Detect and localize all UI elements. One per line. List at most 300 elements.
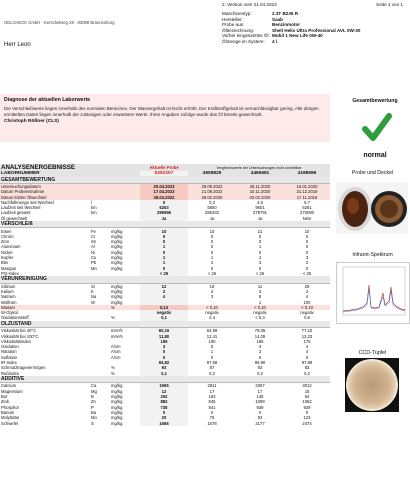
previous-value: Ja	[209, 215, 215, 221]
lab-number: 4465681	[236, 171, 284, 176]
analysis-table	[0, 164, 330, 426]
previous-value: 0	[258, 239, 262, 245]
assessment-label: Gesamtbewertung	[352, 98, 398, 104]
previous-value: 0	[305, 354, 309, 360]
current-value: 0	[140, 410, 188, 415]
ccd-title: CCD-Tüpfel	[358, 350, 387, 356]
meta-key: Maschinentyp:	[222, 11, 252, 16]
parameter-symbol: Cr	[91, 233, 96, 239]
parameter-symbol: Mg	[91, 388, 97, 394]
section-title: ADDITIVE	[0, 376, 330, 383]
previous-value: 79,05	[254, 328, 266, 334]
parameter-unit: %	[111, 365, 115, 371]
previous-value: 945	[208, 399, 216, 405]
previous-value: 0,2	[257, 370, 263, 376]
previous-value: < 25	[302, 270, 312, 276]
parameter-name: Calcium	[1, 383, 17, 389]
current-value: 6253	[140, 205, 188, 210]
parameter-name: Zinn	[1, 239, 10, 245]
parameter-name: Nachfüllmenge seit Wechsel	[1, 199, 54, 205]
previous-value: 28.09.2022	[188, 183, 236, 189]
parameter-unit: mg/kg	[111, 294, 123, 300]
parameter-symbol: Mn	[91, 265, 97, 271]
parameter-symbol: Ca	[91, 383, 97, 389]
previous-value: < 0,10	[284, 305, 330, 310]
parameter-symbol: Pb	[91, 260, 97, 266]
previous-value: 2	[258, 349, 262, 355]
page-number: Seite 1 von 1	[376, 2, 403, 7]
previous-value: 0	[305, 244, 309, 250]
previous-value: 17.11.2018	[284, 194, 330, 199]
parameter-unit: mg/kg	[111, 265, 123, 271]
current-value: 11,80	[140, 333, 188, 338]
previous-value: negativ	[300, 310, 314, 316]
previous-value: 21.09.2022	[188, 189, 236, 194]
previous-value: 1	[258, 244, 262, 250]
parameter-name: Natrium	[1, 294, 16, 300]
previous-value: 175	[303, 338, 311, 344]
current-value: 1656	[140, 420, 188, 425]
parameter-unit: mg/kg	[111, 399, 123, 405]
meta-value: 4 l	[272, 38, 278, 44]
current-value: 738	[140, 404, 188, 409]
previous-value: Ja	[257, 215, 263, 221]
previous-value: 2	[210, 288, 214, 294]
version-label: 2. Version vom 21.04.2023	[222, 2, 277, 7]
current-value: 20	[140, 415, 188, 420]
parameter-symbol: B	[91, 394, 94, 400]
checkmark-icon	[362, 112, 392, 149]
parameter-name: Öl gewechselt	[1, 215, 28, 221]
parameter-symbol: km	[91, 205, 97, 211]
previous-value: 2	[210, 260, 214, 266]
previous-value: 3357	[255, 383, 265, 389]
section-header	[0, 276, 330, 283]
parameter-unit: mg/kg	[111, 255, 123, 260]
ir-spectrum-image	[336, 262, 410, 324]
previous-value: 2	[305, 288, 309, 294]
parameter-name: W-Glykol	[1, 310, 18, 316]
previous-value: 87	[209, 365, 215, 371]
parameter-symbol: l	[91, 199, 92, 205]
parameter-unit: mg/kg	[111, 388, 123, 394]
parameter-symbol: S	[91, 420, 94, 426]
previous-value: 4	[258, 344, 262, 350]
parameter-symbol: Cu	[91, 255, 97, 260]
current-value: 94,82	[140, 360, 188, 365]
parameter-unit: mg/kg	[111, 228, 123, 234]
previous-value: < 0,10	[188, 305, 236, 310]
previous-value: 841	[208, 404, 216, 410]
section-header	[0, 321, 330, 328]
current-value: 1965	[140, 383, 188, 389]
previous-value: 100	[303, 299, 311, 305]
parameter-name: Blei	[1, 260, 8, 266]
parameter-unit: mg/kg	[111, 288, 123, 294]
assessment-result: normal	[363, 152, 387, 159]
parameter-symbol: K	[91, 288, 94, 294]
previous-value: 31.12.2019	[284, 189, 330, 194]
parameter-name: Nitration	[1, 349, 17, 355]
previous-value: 02.02.2020	[236, 194, 284, 199]
current-value: 60,16	[140, 328, 188, 334]
current-value: 4	[140, 294, 188, 299]
previous-value: 1	[210, 349, 214, 355]
parameter-name: Eisen	[1, 228, 12, 234]
previous-value: 54	[304, 394, 310, 400]
parameter-unit: mg/kg	[111, 415, 123, 421]
parameter-unit: %	[111, 370, 115, 376]
parameter-unit: mg/kg	[111, 394, 123, 400]
previous-value: 3	[258, 288, 262, 294]
parameter-unit: mg/kg	[111, 244, 123, 250]
previous-value: 123	[303, 415, 311, 421]
version-bar	[222, 2, 407, 9]
previous-value: 0	[258, 354, 262, 360]
parameter-name: Viskosität bei 100°C	[1, 333, 39, 339]
section-header	[0, 221, 330, 228]
previous-value: 21	[257, 228, 263, 234]
previous-value: 1062	[302, 399, 312, 405]
previous-value: 2811	[207, 383, 217, 389]
section-header	[0, 376, 330, 383]
parameter-symbol: W	[91, 299, 95, 305]
previous-value: 10	[209, 228, 215, 234]
previous-value: 18	[209, 283, 215, 289]
previous-value: 1099	[255, 399, 265, 405]
previous-value: 2,4	[209, 315, 215, 321]
previous-value: 1	[210, 255, 214, 260]
sample-photo	[336, 182, 408, 234]
previous-value: < 25	[255, 270, 265, 276]
section-title: VERUNREINIGUNG	[0, 276, 330, 283]
machine-metadata	[222, 11, 402, 45]
previous-value: negativ	[253, 310, 267, 316]
previous-value: 8	[258, 294, 262, 300]
diagnosis-title: Diagnose der aktuellen Laborwerte	[4, 97, 91, 103]
current-value: 0	[140, 349, 188, 354]
parameter-name: Datum Probeentnahme	[0, 189, 90, 194]
meta-value: Saab	[272, 16, 283, 22]
previous-value: 96,90	[254, 360, 266, 366]
previous-value: 0,2	[304, 370, 310, 376]
previous-value: 9601	[255, 205, 265, 211]
parameter-unit: mm²/s	[111, 333, 123, 339]
previous-value: 5,7	[304, 199, 310, 205]
previous-value: 14,09	[254, 333, 266, 339]
previous-value: 0	[305, 265, 309, 271]
previous-value: 10.11.2020	[236, 189, 284, 194]
current-value: 0	[140, 250, 188, 255]
previous-value: < 0,3	[255, 315, 265, 321]
parameter-name: Kupfer	[1, 255, 14, 260]
previous-value: 0	[258, 233, 262, 239]
parameter-name: Laufzeit gesamt	[1, 210, 31, 216]
diagnosis-body: Die Verschleißwerte liegen innerhalb des normalen Bereiches. Der Wassergehalt ist leicht erhöht. Der Kraftstoffgehalt ist vernachlässigbar gering. Alle übrigen ermittelten Daten liegen innerhalb der zulässigen oder erwarteten Werte. Ihren Angaben zufolge wurde das Öl bereits gewechselt.	[4, 106, 319, 117]
previous-value: 270080	[300, 210, 315, 216]
parameter-name: Aluminium	[1, 244, 21, 250]
previous-value: 64,99	[206, 328, 218, 334]
parameter-unit: mg/kg	[111, 260, 123, 266]
previous-value: 0	[305, 233, 309, 239]
parameter-symbol: Na	[91, 294, 97, 300]
current-value: 93	[140, 365, 188, 370]
previous-value: 16.01.2020	[284, 183, 330, 189]
spectrum-title: Infrarot-Spektrum	[352, 252, 393, 258]
current-value: 3	[140, 344, 188, 349]
parameter-name: Sulfation	[1, 354, 18, 360]
parameter-unit: mg/kg	[111, 283, 123, 289]
sender-address: OELCHECK GmbH · Kerschelweg 28 · 83098 Brannenburg	[4, 20, 115, 25]
lab-number: 4198596	[284, 171, 330, 176]
previous-value: 0,6	[304, 315, 310, 321]
previous-value: 2177	[255, 420, 265, 426]
previous-value: 3	[258, 260, 262, 266]
parameter-unit: A/cm	[111, 349, 121, 355]
parameter-symbol: Mo	[91, 415, 97, 421]
previous-value: 190	[208, 338, 216, 344]
current-value: 20.04.2023	[140, 183, 188, 189]
previous-value: Nein	[302, 215, 312, 221]
previous-value: negativ	[205, 310, 219, 316]
previous-value: 5550	[207, 205, 217, 211]
diagnosis-signature: Christoph Rößner (CLS)	[4, 119, 59, 125]
meta-value: 2.3T B235 R	[272, 11, 299, 16]
current-value: 195	[140, 339, 188, 344]
previous-value: 929	[303, 404, 311, 410]
parameter-name: Zink	[1, 399, 9, 405]
parameter-name: Molybdän	[1, 415, 20, 421]
previous-value: 285333	[205, 210, 219, 216]
parameter-name: Viskosität bei 40°C	[1, 328, 37, 334]
meta-row	[222, 39, 402, 45]
parameter-unit: mg/kg	[111, 383, 123, 389]
current-value: 882	[140, 399, 188, 404]
current-value: 252	[140, 394, 188, 399]
meta-key: Probe aus:	[222, 22, 245, 28]
current-value: 10	[140, 228, 188, 234]
parameter-unit: %	[110, 305, 140, 310]
parameter-name: Untersuchungsdatum	[0, 183, 90, 189]
previous-value: 26.11.2020	[236, 183, 284, 189]
previous-value: 4	[305, 349, 309, 355]
section-header	[0, 176, 330, 183]
previous-value: 11	[257, 283, 263, 289]
previous-value: 1678	[207, 420, 217, 426]
current-value: negativ	[140, 310, 188, 315]
parameter-name: Schmutztragevermögen	[1, 365, 46, 371]
previous-value: 15	[304, 388, 310, 394]
parameter-symbol: km	[91, 210, 97, 216]
meta-key: Vorher eingesetztes Öl:	[222, 33, 270, 39]
previous-value: 0,3	[209, 199, 215, 205]
previous-value: 17	[209, 388, 215, 394]
parameter-name: Chrom	[1, 233, 14, 239]
previous-value: 939	[256, 404, 264, 410]
previous-value: 0	[210, 244, 214, 250]
parameter-name: Barium	[1, 409, 15, 415]
parameter-name: IR-Index	[1, 360, 17, 366]
parameter-name: Mangan	[1, 265, 17, 271]
current-value: 17.04.2023	[140, 189, 188, 194]
parameter-unit: mm²/s	[111, 328, 123, 334]
parameter-symbol: P	[91, 404, 94, 410]
current-value: 0	[140, 239, 188, 244]
parameter-name: Rußindex	[1, 370, 19, 376]
lab-number-label: LABORNUMMER	[0, 171, 140, 176]
current-value: 0	[140, 200, 188, 205]
parameter-symbol: Sn	[91, 239, 97, 245]
current-value: 0,1	[140, 315, 188, 320]
previous-value: 0,2	[209, 370, 215, 376]
previous-value: 0	[258, 409, 262, 415]
current-value: 1	[140, 244, 188, 249]
parameter-symbol: Zn	[91, 399, 96, 405]
parameter-symbol: Fe	[91, 228, 96, 234]
previous-value: 28.02.2020	[188, 194, 236, 199]
previous-value: 77,10	[301, 328, 313, 334]
parameter-unit: %	[111, 315, 115, 321]
current-value: 0	[140, 234, 188, 239]
previous-value: 92	[257, 365, 263, 371]
lab-number: 4909825	[188, 171, 236, 176]
photo-title: Probe und Deckel	[351, 170, 394, 176]
previous-value: 0	[305, 249, 309, 255]
lab-number: 5252207	[140, 171, 188, 176]
previous-value: 0	[258, 265, 262, 271]
previous-value: 0	[210, 249, 214, 255]
parameter-name: Magnesium	[1, 388, 23, 394]
parameter-name: Phosphor	[1, 404, 19, 410]
table-row	[0, 420, 330, 425]
parameter-unit: mg/kg	[111, 239, 123, 245]
previous-value: 97,89	[301, 360, 313, 366]
previous-value: 0	[210, 239, 214, 245]
previous-value: 4	[305, 344, 309, 350]
parameter-symbol: Al	[91, 244, 95, 250]
parameter-unit: mg/kg	[111, 404, 123, 410]
previous-value: 279791	[253, 210, 267, 216]
section-title: ÖLZUSTAND	[0, 321, 330, 328]
parameter-name: Oxidationsstoff	[1, 315, 29, 321]
previous-value: 185	[256, 338, 264, 344]
parameter-symbol: Si	[91, 283, 95, 289]
current-value: 12	[140, 389, 188, 394]
previous-value: 97,68	[206, 360, 218, 366]
parameter-name: Oxidation	[1, 344, 19, 350]
salutation: Herr Leon	[4, 42, 31, 48]
previous-value: < 0,10	[236, 305, 284, 310]
previous-value: 76	[209, 415, 215, 421]
meta-value: Shell Helix Ultra Professional AVL 0W-30	[272, 27, 361, 33]
table-title: ANALYSENERGEBNISSE	[0, 164, 140, 171]
previous-value: 83	[304, 365, 310, 371]
parameter-name: Wolfram	[1, 299, 17, 305]
current-value: 0	[140, 355, 188, 360]
meta-value: Mobil 1 New Life 0W-40	[272, 33, 323, 39]
parameter-name: Nickel	[1, 249, 13, 255]
previous-value: 1	[258, 299, 262, 305]
previous-value: < 25	[207, 270, 217, 276]
previous-value: 6291	[302, 205, 312, 211]
current-value: 1	[140, 255, 188, 260]
current-value: 28.03.2022	[140, 194, 188, 199]
current-value: 0	[140, 265, 188, 270]
previous-value: 93	[257, 415, 263, 421]
meta-key: Ölbezeichnung:	[222, 27, 254, 33]
parameter-name: Laufzeit seit Wechsel	[1, 205, 41, 211]
parameter-symbol: Ni	[91, 249, 95, 255]
current-value: Ja	[140, 216, 188, 221]
ccd-spot-image	[345, 358, 399, 412]
parameter-name: PQ-Index	[1, 270, 19, 276]
meta-value: Benzinmotor	[272, 22, 301, 28]
previous-value: 0	[258, 249, 262, 255]
current-value: 12	[140, 283, 188, 289]
previous-sample-label: Vergleichswerte der Untersuchungen nicht umstellbar	[188, 164, 330, 171]
current-value: 0,1	[140, 371, 188, 376]
diagnosis-box	[0, 94, 330, 142]
previous-value: 3012	[302, 383, 312, 389]
previous-value: 2	[305, 260, 309, 266]
parameter-name: Bor	[1, 394, 8, 400]
previous-value: 17	[257, 388, 263, 394]
parameter-name: Viskositätsindex	[1, 338, 31, 344]
current-value: < 25	[140, 271, 188, 276]
meta-key: Ölmenge im System:	[222, 38, 265, 44]
previous-value: 0	[210, 233, 214, 239]
current-sample-label: Aktuelle Probe	[140, 164, 188, 171]
parameter-unit: mg/kg	[111, 233, 123, 239]
parameter-name: Wasser	[0, 305, 90, 310]
parameter-unit: mg/kg	[111, 420, 123, 426]
parameter-unit: mg/kg	[111, 299, 123, 305]
parameter-unit: A/cm	[111, 354, 121, 360]
previous-value: 183	[208, 394, 216, 400]
parameter-unit: mg/kg	[111, 409, 123, 415]
previous-value: 0	[210, 354, 214, 360]
previous-value: 13,23	[301, 333, 313, 339]
parameter-name: Silizium	[1, 283, 16, 289]
section-title: GESAMTBEWERTUNG	[0, 176, 330, 183]
previous-value: 10	[304, 228, 310, 234]
meta-key: Hersteller:	[222, 16, 243, 22]
previous-value: 4	[305, 294, 309, 300]
previous-value: 0	[210, 265, 214, 271]
previous-value: 4	[258, 255, 262, 260]
parameter-unit: A/cm	[111, 344, 121, 350]
previous-value: 0	[210, 409, 214, 415]
section-title: VERSCHLEIß	[0, 221, 330, 228]
previous-value: 0	[305, 409, 309, 415]
previous-value: 29	[304, 283, 310, 289]
current-value: 2	[140, 289, 188, 294]
previous-value: 3	[305, 255, 309, 260]
parameter-name: Kalium	[1, 288, 14, 294]
current-value: 1	[140, 260, 188, 265]
previous-value: 4,6	[257, 199, 263, 205]
previous-value: 12,41	[206, 333, 218, 339]
current-value: 0,13	[140, 305, 188, 310]
parameter-name: Schwefel	[1, 420, 18, 426]
previous-value: 5	[210, 344, 214, 350]
current-value: 295596	[140, 210, 188, 215]
parameter-name: Datum letzter Ölwechsel	[0, 194, 90, 199]
previous-value: 0	[305, 239, 309, 245]
parameter-unit: mg/kg	[111, 249, 123, 255]
previous-value: 148	[256, 394, 264, 400]
previous-value: 3	[210, 294, 214, 300]
